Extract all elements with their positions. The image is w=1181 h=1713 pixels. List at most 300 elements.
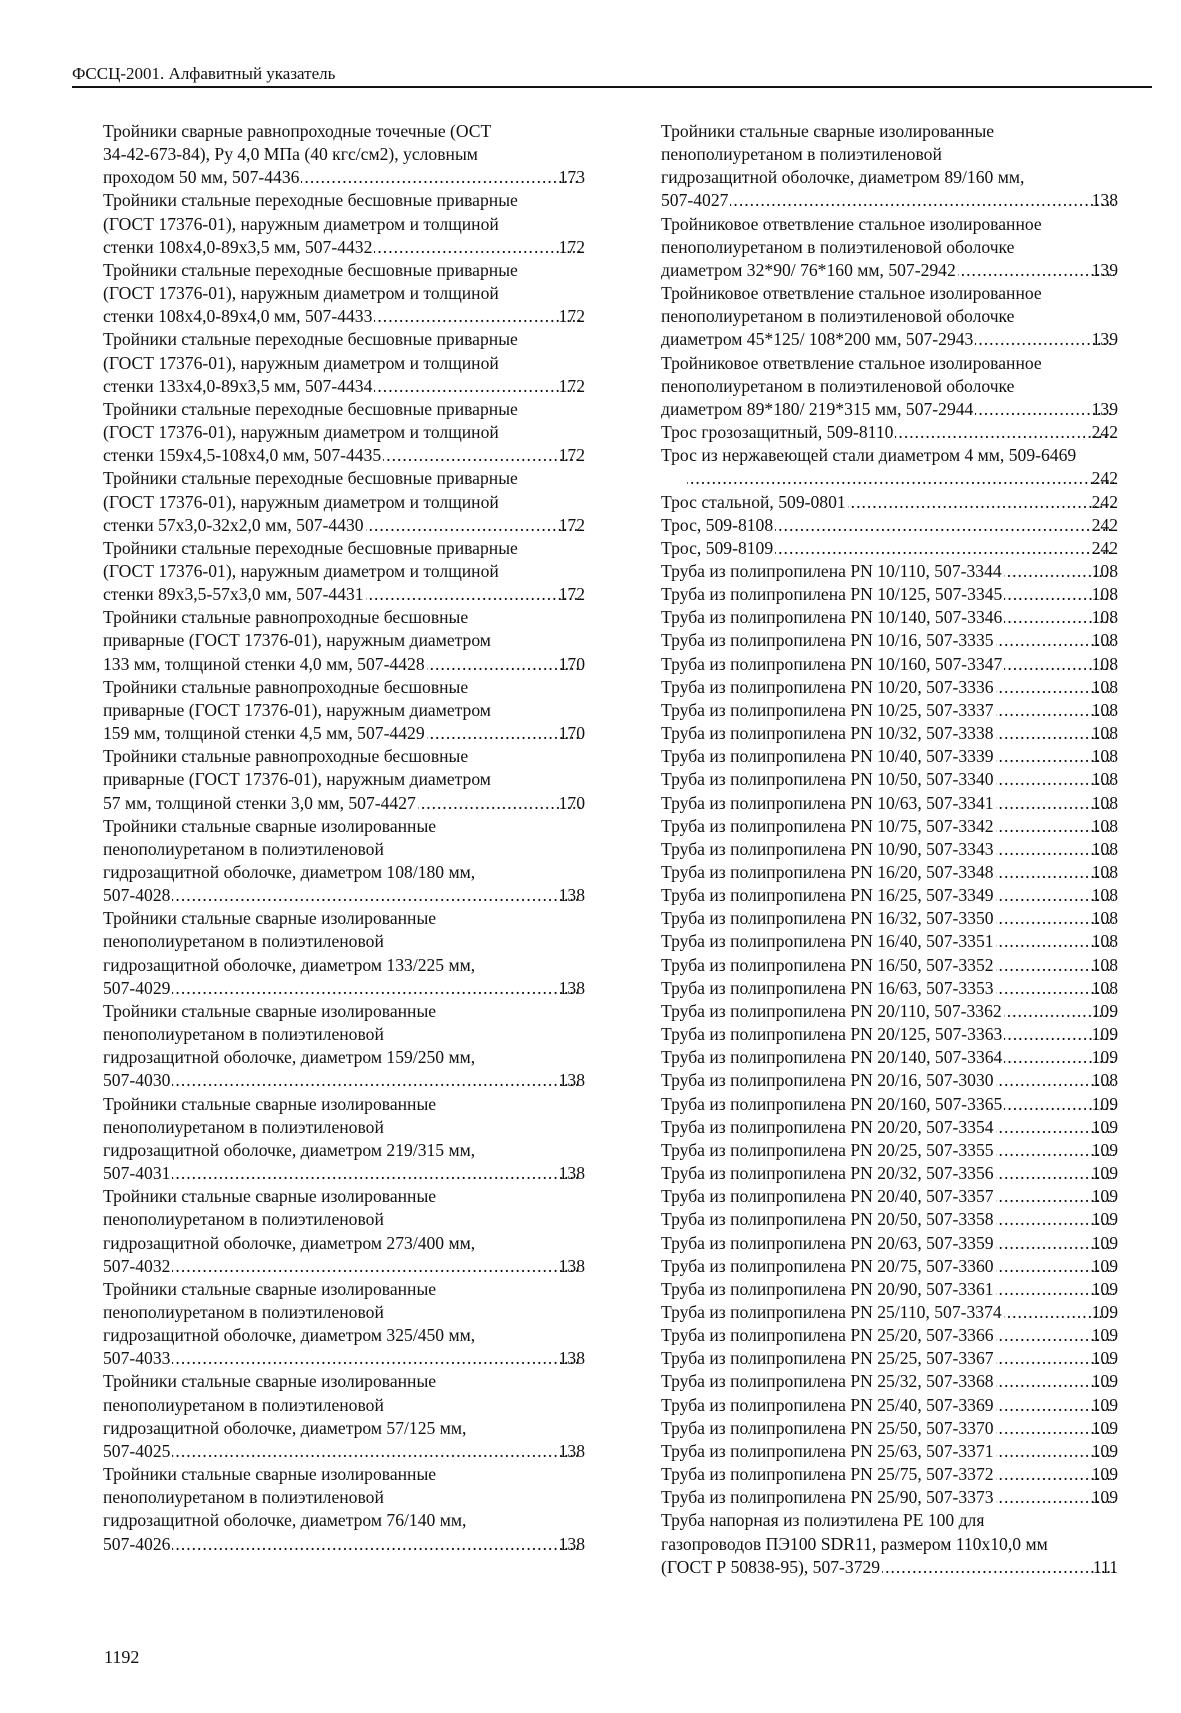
entry-text-line: Тройники стальные равнопроходные бесшовные	[103, 607, 469, 628]
entry-last-line	[661, 560, 1118, 583]
index-entry	[103, 1463, 585, 1556]
entry-text-line: приварные (ГОСТ 17376-01), наружным диаметром	[103, 699, 491, 720]
entry-last-line	[103, 583, 585, 606]
entry-text-line: Тройники стальные сварные изолированные	[103, 1278, 437, 1299]
index-entry	[103, 1278, 585, 1371]
entry-text-line: пенополиуретаном в полиэтиленовой	[103, 1487, 384, 1508]
entry-text-line: Труба из полипропилена PN 10/16, 507-3335	[661, 630, 994, 651]
entry-text-line: стенки 133х4,0-89х3,5 мм, 507-4434	[103, 375, 373, 396]
entry-page-number: 108	[1091, 746, 1118, 767]
index-entry	[103, 398, 585, 467]
entry-text-line: гидрозащитной оболочке, диаметром 57/125 мм,	[103, 1417, 467, 1438]
entry-text-line: Труба из полипропилена PN 20/110, 507-3362	[661, 1000, 1002, 1021]
dot-leader	[427, 722, 581, 745]
entry-page-number: 139	[1091, 329, 1118, 350]
entry-text-line: Труба из полипропилена PN 25/90, 507-3373	[661, 1487, 994, 1508]
entry-last-line	[661, 1023, 1118, 1046]
entry-text-line: Труба из полипропилена PN 25/50, 507-3370	[661, 1417, 994, 1438]
entry-page-number: 108	[1091, 954, 1118, 975]
entry-text-line: Труба из полипропилена PN 16/40, 507-3351	[661, 931, 994, 952]
entry-last-line	[661, 884, 1118, 907]
entry-page-number: 242	[1091, 514, 1118, 535]
entry-page-number: 111	[1092, 1556, 1118, 1577]
index-entry	[661, 1232, 1118, 1255]
entry-last-line	[103, 977, 585, 1000]
entry-text-line: гидрозащитной оболочке, диаметром 159/250 мм,	[103, 1047, 476, 1068]
entry-text-line: Тройники сварные равнопроходные точечные (ОСТ	[103, 121, 492, 141]
dot-leader	[882, 1556, 1115, 1579]
index-entry	[661, 629, 1118, 652]
dot-leader	[895, 421, 1113, 444]
entry-page-number: 138	[558, 977, 585, 998]
entry-page-number: 109	[1091, 1093, 1118, 1114]
dot-leader	[301, 166, 580, 189]
entry-last-line	[103, 444, 585, 467]
index-entry	[103, 745, 585, 814]
index-entry	[661, 444, 1118, 490]
entry-text-line: диаметром 32*90/ 76*160 мм, 507-2942	[661, 259, 956, 280]
entry-text-line: Труба напорная из полиэтилена PE 100 для	[661, 1510, 985, 1531]
entry-text-line: (ГОСТ Р 50838-95), 507-3729	[661, 1556, 881, 1577]
entry-text-line: стенки 108х4,0-89х4,0 мм, 507-4433	[103, 306, 373, 327]
entry-page-number: 242	[1091, 422, 1118, 443]
entry-page-number: 109	[1091, 1440, 1118, 1461]
entry-last-line	[661, 745, 1118, 768]
index-entry	[661, 1324, 1118, 1347]
entry-text-line: гидрозащитной оболочке, диаметром 325/450 мм,	[103, 1325, 476, 1346]
entry-text-line: пенополиуретаном в полиэтиленовой	[103, 1024, 384, 1045]
entry-text-line: Труба из полипропилена PN 25/40, 507-3369	[661, 1394, 994, 1415]
index-entry	[103, 1093, 585, 1186]
entry-text-line: Труба из полипропилена PN 25/32, 507-3368	[661, 1371, 994, 1392]
index-entry	[103, 467, 585, 536]
dot-leader	[775, 514, 1113, 537]
entry-text-line: 57 мм, толщиной стенки 3,0 мм, 507-4427	[103, 792, 416, 813]
index-entry	[661, 722, 1118, 745]
entry-last-line	[661, 514, 1118, 537]
entry-page-number: 109	[1091, 1139, 1118, 1160]
entry-page-number: 108	[1091, 676, 1118, 697]
index-entry	[661, 282, 1118, 351]
index-entry	[661, 514, 1118, 537]
entry-last-line	[661, 722, 1118, 745]
entry-last-line	[661, 1394, 1118, 1417]
entry-page-number: 108	[1091, 1070, 1118, 1091]
entry-last-line	[661, 1139, 1118, 1162]
entry-page-number: 138	[558, 1533, 585, 1554]
entry-last-line	[103, 1347, 585, 1370]
entry-page-number: 138	[558, 1163, 585, 1184]
dot-leader	[172, 1533, 580, 1556]
entry-text-line: пенополиуретаном в полиэтиленовой оболочке	[661, 236, 1015, 257]
entry-page-number: 108	[1091, 862, 1118, 882]
entry-last-line	[661, 1069, 1118, 1092]
entry-text-line: (ГОСТ 17376-01), наружным диаметром и толщиной	[103, 213, 499, 234]
entry-text-line: Труба из полипропилена PN 10/50, 507-3340	[661, 769, 994, 790]
entry-last-line	[661, 699, 1118, 722]
entry-text-line: Труба из полипропилена PN 20/90, 507-3361	[661, 1278, 994, 1299]
entry-page-number: 108	[1091, 931, 1118, 952]
entry-page-number: 109	[1091, 1487, 1118, 1508]
index-entry	[661, 861, 1118, 884]
entry-text-line: Труба из полипропилена PN 16/63, 507-3353	[661, 977, 994, 998]
entry-last-line	[103, 884, 585, 907]
entry-last-line	[661, 1162, 1118, 1185]
entry-text-line: стенки 57х3,0-32х2,0 мм, 507-4430	[103, 514, 364, 535]
running-header	[72, 62, 1152, 88]
dot-leader	[172, 977, 580, 1000]
dot-leader	[374, 236, 580, 259]
index-entry	[661, 1046, 1118, 1069]
entry-text-line: Тройники стальные сварные изолированные	[103, 1093, 437, 1114]
entry-text-line: стенки 108х4,0-89х3,5 мм, 507-4432	[103, 236, 373, 257]
entry-last-line	[661, 768, 1118, 791]
index-entry	[103, 1370, 585, 1463]
entry-page-number: 139	[1091, 259, 1118, 280]
entry-text-line: пенополиуретаном в полиэтиленовой	[661, 144, 942, 165]
index-entry	[661, 491, 1118, 514]
index-entry	[661, 1139, 1118, 1162]
entry-page-number: 108	[1091, 769, 1118, 790]
index-entry	[661, 884, 1118, 907]
entry-text-line: Труба из полипропилена PN 16/20, 507-3348	[661, 862, 994, 882]
entry-text-line: 507-4026	[103, 1533, 171, 1554]
entry-text-line: гидрозащитной оболочке, диаметром 76/140 мм,	[103, 1510, 467, 1531]
entry-page-number: 109	[1091, 1209, 1118, 1230]
entry-text-line: гидрозащитной оболочке, диаметром 133/225 мм,	[103, 954, 476, 975]
entry-page-number: 108	[1091, 908, 1118, 929]
index-entry	[103, 676, 585, 745]
index-entry	[661, 1023, 1118, 1046]
entry-text-line: Труба из полипропилена PN 20/25, 507-3355	[661, 1139, 994, 1160]
index-column-right	[661, 120, 1118, 1579]
entry-text-line: Труба из полипропилена PN 16/32, 507-3350	[661, 908, 994, 929]
index-entry	[661, 1185, 1118, 1208]
entry-page-number: 138	[558, 1440, 585, 1461]
entry-text-line: Труба из полипропилена PN 10/90, 507-3343	[661, 838, 994, 859]
index-entry	[661, 745, 1118, 768]
entry-text-line: Труба из полипропилена PN 25/110, 507-3374	[661, 1301, 1002, 1322]
entry-text-line: Труба из полипропилена PN 10/32, 507-3338	[661, 723, 994, 744]
entry-last-line	[103, 792, 585, 815]
dot-leader	[775, 537, 1113, 560]
index-entry	[661, 954, 1118, 977]
index-entry	[103, 815, 585, 908]
index-entry	[661, 1208, 1118, 1231]
entry-text-line: пенополиуретаном в полиэтиленовой оболочке	[661, 306, 1015, 327]
index-entry	[661, 699, 1118, 722]
entry-last-line	[661, 1185, 1118, 1208]
entry-page-number: 138	[558, 885, 585, 906]
entry-text-line: гидрозащитной оболочке, диаметром 108/180 мм,	[103, 862, 476, 882]
entry-last-line	[661, 1417, 1118, 1440]
entry-text-line: Труба из полипропилена PN 10/25, 507-3337	[661, 699, 994, 720]
entry-last-line	[661, 1440, 1118, 1463]
entry-text-line: Тройники стальные переходные бесшовные приварные	[103, 468, 518, 489]
entry-page-number: 108	[1091, 607, 1118, 628]
index-entry	[661, 1255, 1118, 1278]
index-entry	[661, 815, 1118, 838]
dot-leader	[172, 1255, 580, 1278]
entry-last-line	[661, 954, 1118, 977]
dot-leader	[172, 1440, 580, 1463]
entry-last-line	[103, 722, 585, 745]
entry-page-number: 109	[1091, 1000, 1118, 1021]
entry-text-line: (ГОСТ 17376-01), наружным диаметром и толщиной	[103, 283, 499, 304]
entry-page-number: 108	[1091, 977, 1118, 998]
index-entry	[661, 1278, 1118, 1301]
entry-text-line: газопроводов ПЭ100 SDR11, размером 110х10,0 мм	[661, 1533, 1048, 1554]
entry-page-number: 172	[558, 236, 585, 257]
entry-page-number: 242	[1091, 537, 1118, 558]
entry-text-line: Труба из полипропилена PN 10/40, 507-3339	[661, 746, 994, 767]
entry-page-number: 108	[1091, 885, 1118, 906]
entry-text-line: Труба из полипропилена PN 10/20, 507-3336	[661, 676, 994, 697]
dot-leader	[687, 467, 1114, 490]
entry-page-number: 109	[1091, 1301, 1118, 1322]
dot-leader	[958, 259, 1114, 282]
entry-page-number: 138	[558, 1255, 585, 1276]
dot-leader	[172, 884, 580, 907]
entry-last-line	[661, 1324, 1118, 1347]
entry-last-line	[661, 815, 1118, 838]
entry-page-number: 170	[558, 653, 585, 674]
entry-page-number: 109	[1091, 1371, 1118, 1392]
entry-last-line	[661, 189, 1118, 212]
index-entry	[103, 328, 585, 397]
entry-text-line: Трос из нержавеющей стали диаметром 4 мм, 509-6469	[661, 445, 1077, 466]
index-entry	[661, 213, 1118, 282]
entry-text-line: пенополиуретаном в полиэтиленовой оболочке	[661, 375, 1015, 396]
entry-text-line: 507-4031	[103, 1163, 171, 1184]
entry-last-line	[661, 1486, 1118, 1509]
entry-page-number: 172	[558, 306, 585, 327]
index-entry	[661, 560, 1118, 583]
entry-last-line	[103, 1255, 585, 1278]
dot-leader	[848, 491, 1114, 514]
entry-last-line	[661, 1232, 1118, 1255]
entry-page-number: 109	[1091, 1232, 1118, 1253]
entry-text-line: стенки 159х4,5-108х4,0 мм, 507-4435	[103, 445, 382, 466]
entry-text-line: (ГОСТ 17376-01), наружным диаметром и толщиной	[103, 491, 499, 512]
entry-text-line: диаметром 45*125/ 108*200 мм, 507-2943	[661, 329, 974, 350]
entry-page-number: 172	[558, 445, 585, 466]
index-entry	[661, 537, 1118, 560]
entry-last-line	[661, 1000, 1118, 1023]
index-entry	[661, 1440, 1118, 1463]
entry-text-line: пенополиуретаном в полиэтиленовой	[103, 931, 384, 952]
dot-leader	[374, 375, 580, 398]
entry-text-line: Труба из полипропилена PN 10/110, 507-3344	[661, 560, 1002, 581]
entry-last-line	[661, 629, 1118, 652]
index-column-left	[103, 120, 585, 1556]
dot-leader	[383, 444, 580, 467]
entry-text-line: (ГОСТ 17376-01), наружным диаметром и толщиной	[103, 560, 499, 581]
entry-text-line: Тройники стальные равнопроходные бесшовные	[103, 676, 469, 697]
entry-text-line: 507-4025	[103, 1440, 171, 1461]
entry-page-number: 138	[558, 1348, 585, 1369]
entry-page-number: 242	[1091, 491, 1118, 512]
entry-last-line	[103, 166, 585, 189]
index-entry	[661, 1417, 1118, 1440]
entry-last-line	[661, 792, 1118, 815]
entry-text-line: Труба из полипропилена PN 20/140, 507-3364	[661, 1047, 1003, 1068]
entry-last-line	[661, 1255, 1118, 1278]
index-entry	[661, 352, 1118, 421]
entry-last-line	[661, 1116, 1118, 1139]
entry-text-line: проходом 50 мм, 507-4436	[103, 167, 300, 188]
entry-page-number: 109	[1091, 1047, 1118, 1068]
dot-leader	[418, 792, 581, 815]
entry-text-line: стенки 89х3,5-57х3,0 мм, 507-4431	[103, 584, 364, 605]
entry-last-line	[661, 1301, 1118, 1324]
page-number: 1192	[104, 1647, 140, 1667]
index-entry	[661, 792, 1118, 815]
dot-leader	[366, 583, 581, 606]
entry-text-line: Труба из полипропилена PN 20/32, 507-3356	[661, 1163, 994, 1184]
entry-last-line	[661, 1463, 1118, 1486]
entry-page-number: 108	[1091, 815, 1118, 836]
index-entry	[103, 259, 585, 328]
dot-leader	[172, 1069, 580, 1092]
index-entry	[661, 977, 1118, 1000]
entry-text-line: Труба из полипропилена PN 20/75, 507-3360	[661, 1255, 994, 1276]
entry-text-line: Трос, 509-8109	[661, 537, 774, 558]
entry-last-line	[661, 259, 1118, 282]
entry-text-line: Тройники стальные сварные изолированные	[103, 908, 437, 929]
entry-text-line: Труба из полипропилена PN 25/20, 507-3366	[661, 1325, 994, 1346]
index-entry	[661, 606, 1118, 629]
index-entry	[661, 1301, 1118, 1324]
entry-last-line	[685, 467, 1118, 490]
entry-last-line	[661, 1370, 1118, 1393]
entry-text-line: Труба из полипропилена PN 10/125, 507-3345	[661, 584, 1003, 605]
entry-page-number: 108	[1091, 560, 1118, 581]
dot-leader	[366, 514, 581, 537]
entry-text-line: Труба из полипропилена PN 16/25, 507-3349	[661, 885, 994, 906]
entry-text-line: Труба из полипропилена PN 20/20, 507-3354	[661, 1116, 994, 1137]
entry-text-line: Трос грозозащитный, 509-8110	[661, 422, 894, 443]
entry-last-line	[661, 977, 1118, 1000]
entry-last-line	[103, 236, 585, 259]
entry-page-number: 172	[558, 375, 585, 396]
entry-text-line: Тройники стальные сварные изолированные	[103, 1186, 437, 1207]
entry-last-line	[661, 398, 1118, 421]
entry-page-number: 108	[1091, 699, 1118, 720]
entry-text-line: Тройники стальные сварные изолированные	[103, 815, 437, 836]
dot-leader	[374, 305, 580, 328]
entry-text-line: 34-42-673-84), Ру 4,0 МПа (40 кгс/см2), условным	[103, 144, 478, 165]
entry-text-line: Труба из полипропилена PN 16/50, 507-3352	[661, 954, 994, 975]
header-title: ФССЦ-2001. Алфавитный указатель	[72, 64, 336, 83]
entry-page-number: 108	[1091, 792, 1118, 813]
index-entry	[661, 907, 1118, 930]
entry-page-number: 108	[1091, 723, 1118, 744]
entry-text-line: 159 мм, толщиной стенки 4,5 мм, 507-4429	[103, 723, 425, 744]
entry-last-line	[103, 1069, 585, 1092]
entry-text-line: Трос стальной, 509-0801	[661, 491, 846, 512]
entry-text-line: пенополиуретаном в полиэтиленовой	[103, 1301, 384, 1322]
index-entry	[661, 1000, 1118, 1023]
entry-text-line: пенополиуретаном в полиэтиленовой	[103, 1209, 384, 1230]
entry-last-line	[103, 1440, 585, 1463]
entry-text-line: приварные (ГОСТ 17376-01), наружным диаметром	[103, 769, 491, 790]
entry-text-line: Тройники стальные сварные изолированные	[103, 1464, 437, 1485]
index-entry	[661, 1093, 1118, 1116]
entry-last-line	[661, 606, 1118, 629]
entry-page-number: 109	[1091, 1325, 1118, 1346]
entry-page-number: 138	[558, 1070, 585, 1091]
entry-last-line	[103, 1162, 585, 1185]
index-entry	[661, 1463, 1118, 1486]
entry-text-line: Труба из полипропилена PN 20/50, 507-3358	[661, 1209, 994, 1230]
entry-page-number: 173	[558, 167, 585, 188]
index-entry	[103, 1185, 585, 1278]
index-entry	[661, 1116, 1118, 1139]
entry-last-line	[661, 1556, 1118, 1579]
entry-text-line: Труба из полипропилена PN 20/40, 507-3357	[661, 1186, 994, 1207]
entry-text-line: Труба из полипропилена PN 20/63, 507-3359	[661, 1232, 994, 1253]
entry-page-number: 109	[1091, 1394, 1118, 1415]
entry-text-line: 133 мм, толщиной стенки 4,0 мм, 507-4428	[103, 653, 425, 674]
entry-text-line: (ГОСТ 17376-01), наружным диаметром и толщиной	[103, 422, 499, 443]
entry-page-number: 108	[1091, 838, 1118, 859]
entry-text-line: Труба из полипропилена PN 20/125, 507-3363	[661, 1024, 1003, 1045]
entry-page-number: 108	[1091, 630, 1118, 651]
entry-last-line	[103, 514, 585, 537]
dot-leader	[172, 1162, 580, 1185]
entry-last-line	[661, 491, 1118, 514]
index-entry	[103, 537, 585, 606]
dot-leader	[730, 189, 1113, 212]
entry-text-line: пенополиуретаном в полиэтиленовой	[103, 838, 384, 859]
index-entry	[103, 606, 585, 675]
entry-page-number: 172	[558, 584, 585, 605]
entry-last-line	[661, 1046, 1118, 1069]
entry-page-number: 109	[1091, 1278, 1118, 1299]
entry-text-line: Тройники стальные равнопроходные бесшовные	[103, 746, 469, 767]
entry-page-number: 109	[1091, 1464, 1118, 1485]
index-entry	[103, 907, 585, 1000]
index-entry	[661, 768, 1118, 791]
entry-last-line	[103, 305, 585, 328]
dot-leader	[172, 1347, 580, 1370]
entry-text-line: Тройники стальные переходные бесшовные приварные	[103, 398, 518, 419]
entry-text-line: Тройники стальные сварные изолированные	[103, 1371, 437, 1392]
entry-last-line	[661, 1278, 1118, 1301]
index-entry	[661, 120, 1118, 213]
entry-text-line: Тройники стальные переходные бесшовные приварные	[103, 190, 518, 211]
entry-page-number: 139	[1091, 398, 1118, 419]
entry-page-number: 109	[1091, 1186, 1118, 1207]
entry-text-line: пенополиуретаном в полиэтиленовой	[103, 1394, 384, 1415]
entry-page-number: 109	[1091, 1024, 1118, 1045]
entry-text-line: Тройники стальные переходные бесшовные приварные	[103, 329, 518, 350]
index-entry	[661, 1509, 1118, 1578]
entry-text-line: (ГОСТ 17376-01), наружным диаметром и толщиной	[103, 352, 499, 373]
entry-page-number: 172	[558, 514, 585, 535]
entry-text-line: 507-4033	[103, 1348, 171, 1369]
entry-last-line	[103, 1533, 585, 1556]
entry-last-line	[661, 328, 1118, 351]
index-entry	[661, 1347, 1118, 1370]
index-entry	[661, 1486, 1118, 1509]
entry-last-line	[661, 930, 1118, 953]
entry-text-line: Труба из полипропилена PN 20/160, 507-3365	[661, 1093, 1003, 1114]
entry-last-line	[661, 537, 1118, 560]
entry-text-line: 507-4030	[103, 1070, 171, 1091]
entry-text-line: 507-4029	[103, 977, 171, 998]
